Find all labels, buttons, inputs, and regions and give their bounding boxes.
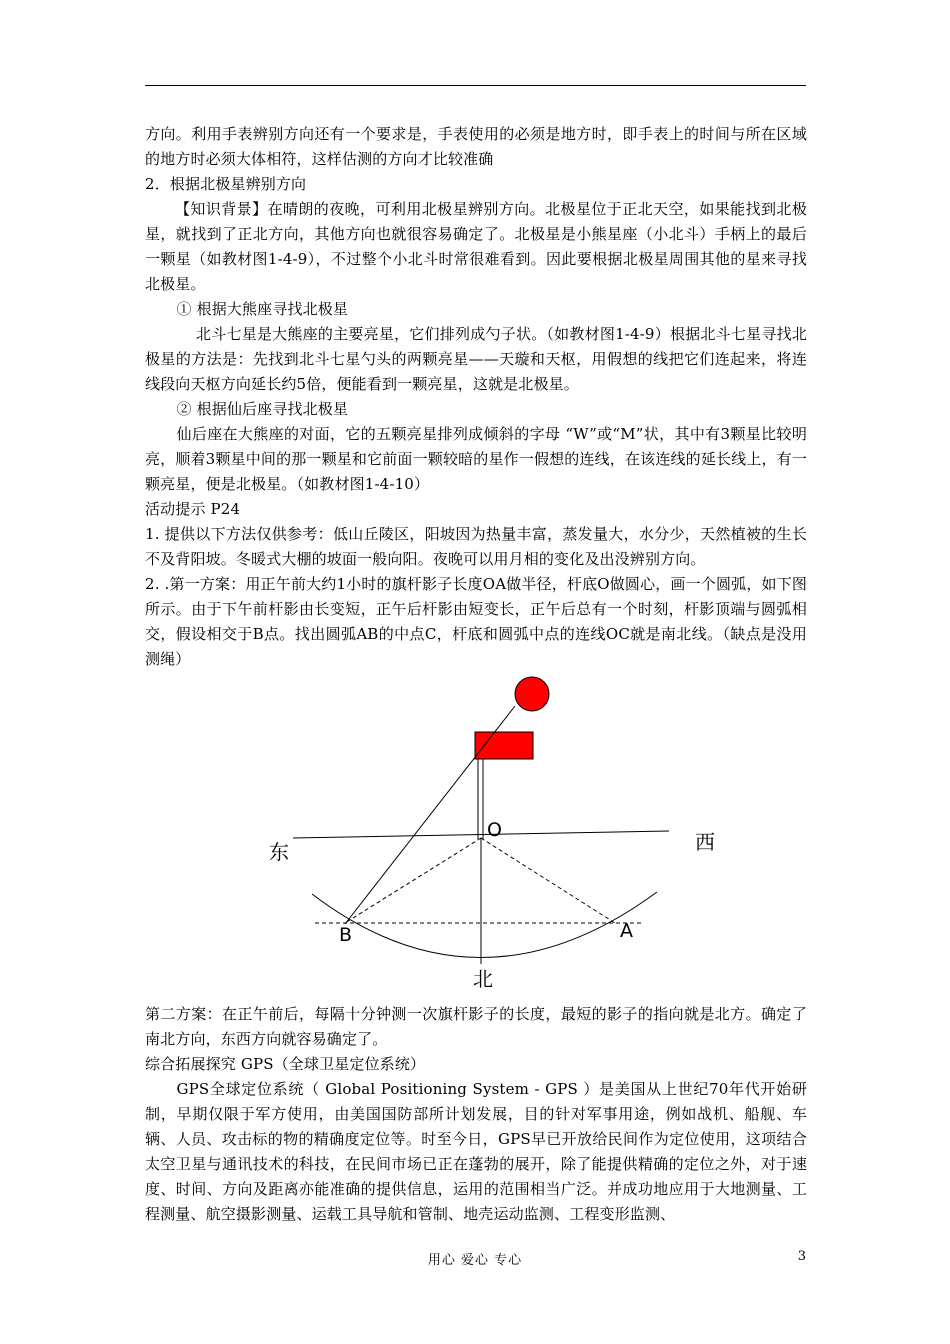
paragraph: 仙后座在大熊座的对面，它的五颗亮星排列成倾斜的字母 “W”或“M”状，其中有3颗星比较明亮，顺着3颗星中间的那一颗星和它前面一颗较暗的星作一假想的连线，在该连线的延长线上，有一颗亮星，便是北极星。（如教材图1-4-10） xyxy=(145,425,807,493)
radius-ob-dashed xyxy=(345,838,481,923)
sun-ray-line xyxy=(345,706,515,924)
paragraph: 方向。利用手表辨别方向还有一个要求是，手表使用的必须是地方时，即手表上的时间与所在区域的地方时必须大体相符，这样估测的方向才比较准确 xyxy=(145,125,807,168)
label-east: 东 xyxy=(269,840,290,864)
label-north: 北 xyxy=(473,967,494,991)
section-heading: 综合拓展探究 GPS（全球卫星定位系统） xyxy=(145,1055,426,1073)
label-west: 西 xyxy=(695,830,716,854)
paragraph: GPS全球定位系统（ Global Positioning System - GPS ）是美国从上世纪70年代开始研制，早期仅限于军方使用，由美国国防部所计划发展，目的针对军事用途，例如战机、船舰、车辆、人员、攻击标的物的精确度定位等。时至今日，GPS早已开放给民间作为定位使用，这项结合太空卫星与通讯技术的科技，在民间市场已正在蓬勃的展开，除了能提供精确的定位之外，对于速度、时间、方向及距离亦能准确的提供信息，运用的范围相当广泛。并成功地应用于大地测量、工程测量、航空摄影测量、运载工具导航和管制、地壳运动监测、工程变形监测、 xyxy=(145,1080,807,1223)
page-footer xyxy=(0,1249,950,1269)
paragraph: 1. 提供以下方法仅供参考：低山丘陵区，阳坡因为热量丰富，蒸发量大，水分少，天然植被的生长不及背阳坡。冬暖式大棚的坡面一般向阳。夜晚可以用月相的变化及出没辨别方向。 xyxy=(145,525,807,568)
paragraph: 第二方案：在正午前后，每隔十分钟测一次旗杆影子的长度，最短的影子的指向就是北方。确定了南北方向，东西方向就容易确定了。 xyxy=(145,1005,807,1048)
flagpole-shadow-diagram xyxy=(145,672,807,1002)
shadow-arc xyxy=(312,892,657,958)
paragraph: 【知识背景】在晴朗的夜晚，可利用北极星辨别方向。北极星位于正北天空，如果能找到北极星，就找到了正北方向，其他方向也就很容易确定了。北极星是小熊星座（小北斗）手柄上的最后一颗星（如教材图1-4-9），不过整个小北斗时常很难看到。因此要根据北极星周围其他的星来寻找北极星。 xyxy=(145,200,807,293)
page-body xyxy=(145,122,807,1227)
label-point-a: A xyxy=(620,920,634,942)
sun-circle xyxy=(515,677,549,711)
section-heading: 2．根据北极星辨别方向 xyxy=(145,175,307,193)
east-west-line xyxy=(293,831,669,838)
section-heading: 活动提示 P24 xyxy=(145,500,241,518)
label-point-o: O xyxy=(487,819,503,841)
page-number: 3 xyxy=(797,1249,806,1264)
label-point-b: B xyxy=(339,924,353,946)
radius-oa-dashed xyxy=(481,838,615,923)
subheading: ② 根据仙后座寻找北极星 xyxy=(176,400,349,418)
header-rule xyxy=(145,85,806,86)
subheading: ① 根据大熊座寻找北极星 xyxy=(176,300,349,318)
paragraph: 2. .第一方案：用正午前大约1小时的旗杆影子长度OA做半径，杆底O做圆心，画一个圆弧，如下图所示。由于下午前杆影由长变短，正午后杆影由短变长，正午后总有一个时刻，杆影顶端与圆弧相交，假设相交于B点。找出圆弧AB的中点C，杆底和圆弧中点的连线OC就是南北线。（缺点是没用测绳） xyxy=(145,575,807,668)
paragraph: 北斗七星是大熊座的主要亮星，它们排列成勺子状。（如教材图1-4-9）根据北斗七星寻找北极星的方法是：先找到北斗七星勺头的两颗亮星——天璇和天枢，用假想的线把它们连起来，将连线段向天枢方向延长约5倍，便能看到一颗亮星，这就是北极星。 xyxy=(145,325,807,393)
footer-motto: 用心 爱心 专心 xyxy=(427,1253,523,1268)
